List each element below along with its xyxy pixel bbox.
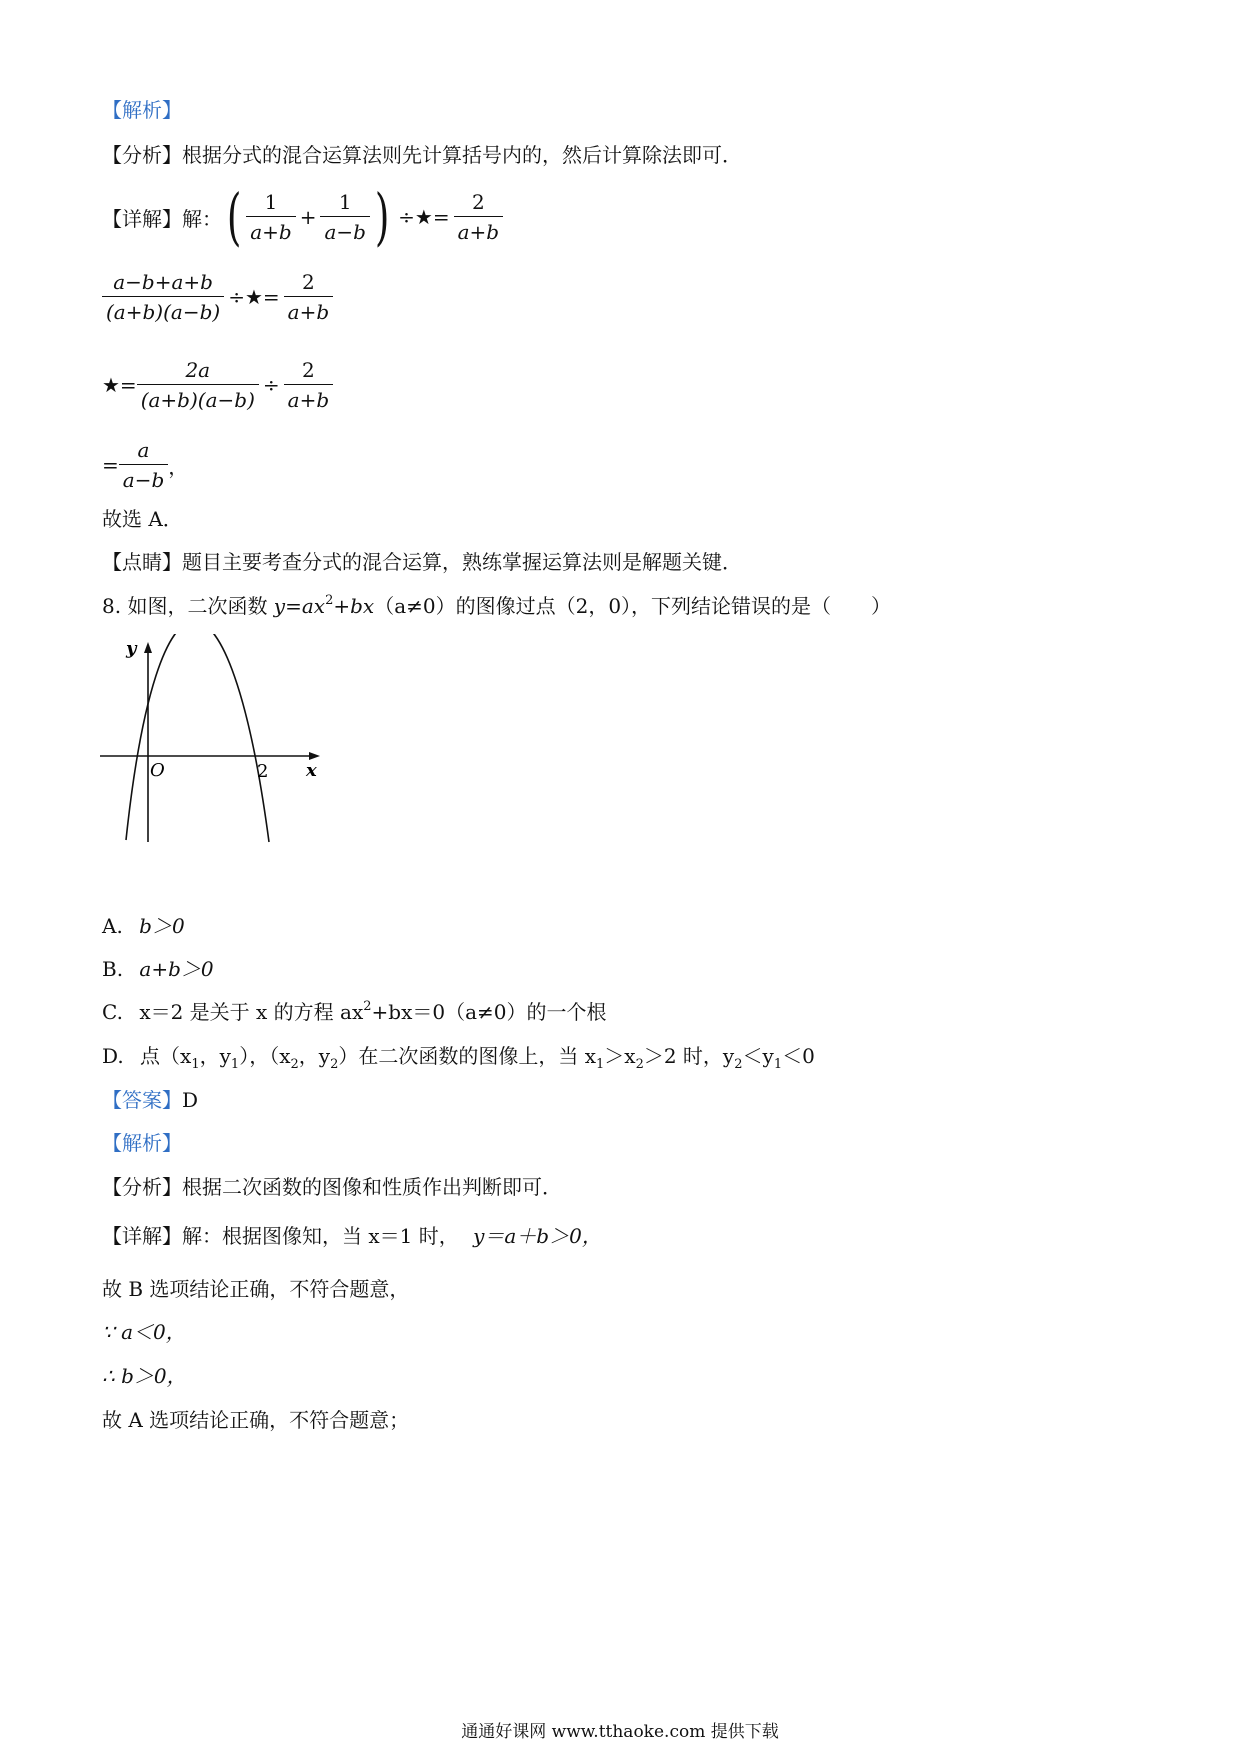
fraction: $\frac{a-b+a+b}{(a+b)(a-b)}$ xyxy=(102,272,224,322)
tick-label-2: 2 xyxy=(257,761,269,782)
option-b: B. a+b＞0 xyxy=(102,957,214,981)
detail-line-q8: 【详解】解：根据图像知，当 x＝1 时， y＝a＋b＞0， xyxy=(102,1224,602,1248)
detail-label: 【详解】解： xyxy=(102,206,222,231)
option-a: A. b＞0 xyxy=(102,914,185,938)
fraction: $\frac{a}{a-b}$ xyxy=(119,440,168,490)
page-footer: 通通好课网 www.tthaoke.com 提供下载 xyxy=(461,1722,779,1742)
question-8: 8. 如图，二次函数 $y=ax^2+bx(a\ne 0)$的图像过点（2，0），下列结论错误的是（ ） xyxy=(102,593,892,618)
x-axis-label: x xyxy=(306,760,317,781)
analysis-text-2: 【分析】根据二次函数的图像和性质作出判断即可． xyxy=(102,1175,562,1199)
answer-value: D xyxy=(182,1088,199,1112)
analysis-label: 【解析】 xyxy=(102,98,182,122)
conclusion-b: 故 B 选项结论正确，不符合题意， xyxy=(102,1277,410,1301)
parabola-graph xyxy=(96,634,328,848)
detail-line-2: $\frac{a-b+a+b}{(a+b)(a-b)}$ ÷★= $\frac{2}{a+b}$ xyxy=(102,272,333,322)
option-c: C. x＝2 是关于 x 的方程 $ax^2+bx=0(a\ne 0)$的一个根 xyxy=(102,999,607,1024)
answer-label: 【答案】 xyxy=(102,1088,182,1112)
analysis-label-2: 【解析】 xyxy=(102,1131,182,1155)
fraction: $\frac{1}{a-b}$ xyxy=(320,192,369,242)
origin-label: O xyxy=(150,760,165,781)
because-line: ∵ a＜0， xyxy=(102,1320,186,1344)
choose-answer: 故选 A． xyxy=(102,507,183,531)
y-axis-arrow xyxy=(144,642,152,653)
fraction: $\frac{2}{a+b}$ xyxy=(284,272,333,322)
fraction: $\frac{2}{a+b}$ xyxy=(284,360,333,410)
fraction: $\frac{1}{a+b}$ xyxy=(246,192,295,242)
answer-line xyxy=(102,1084,198,1113)
therefore-line: ∴ b＞0， xyxy=(102,1364,187,1388)
fraction: $\frac{2a}{(a+b)(a-b)}$ xyxy=(137,360,259,410)
detail-line-4: = $\frac{a}{a-b}$ ， xyxy=(102,438,189,492)
x-axis-arrow xyxy=(309,752,320,760)
detail-line-3: ★= $\frac{2a}{(a+b)(a-b)}$ ÷ $\frac{2}{a+b}$ xyxy=(102,360,333,410)
fraction: $\frac{2}{a+b}$ xyxy=(454,192,503,242)
y-axis-label: y xyxy=(126,638,137,659)
analysis-text: 【分析】根据分式的混合运算法则先计算括号内的，然后计算除法即可． xyxy=(102,143,742,167)
option-d: D. 点（$x_1$，$y_1$），（$x_2$，$y_2$）在二次函数的图像上，当 $x_1>x_2>2$ 时，$y_2<y_1<0$ xyxy=(102,1044,815,1072)
conclusion-a: 故 A 选项结论正确，不符合题意； xyxy=(102,1408,410,1432)
key-point: 【点睛】题目主要考查分式的混合运算，熟练掌握运算法则是解题关键． xyxy=(102,550,742,574)
detail-line-1: 【详解】解： ( $\frac{1}{a+b}$ + $\frac{1}{a-b}$ ) ÷★= $\frac{2}{a+b}$ xyxy=(102,186,503,248)
